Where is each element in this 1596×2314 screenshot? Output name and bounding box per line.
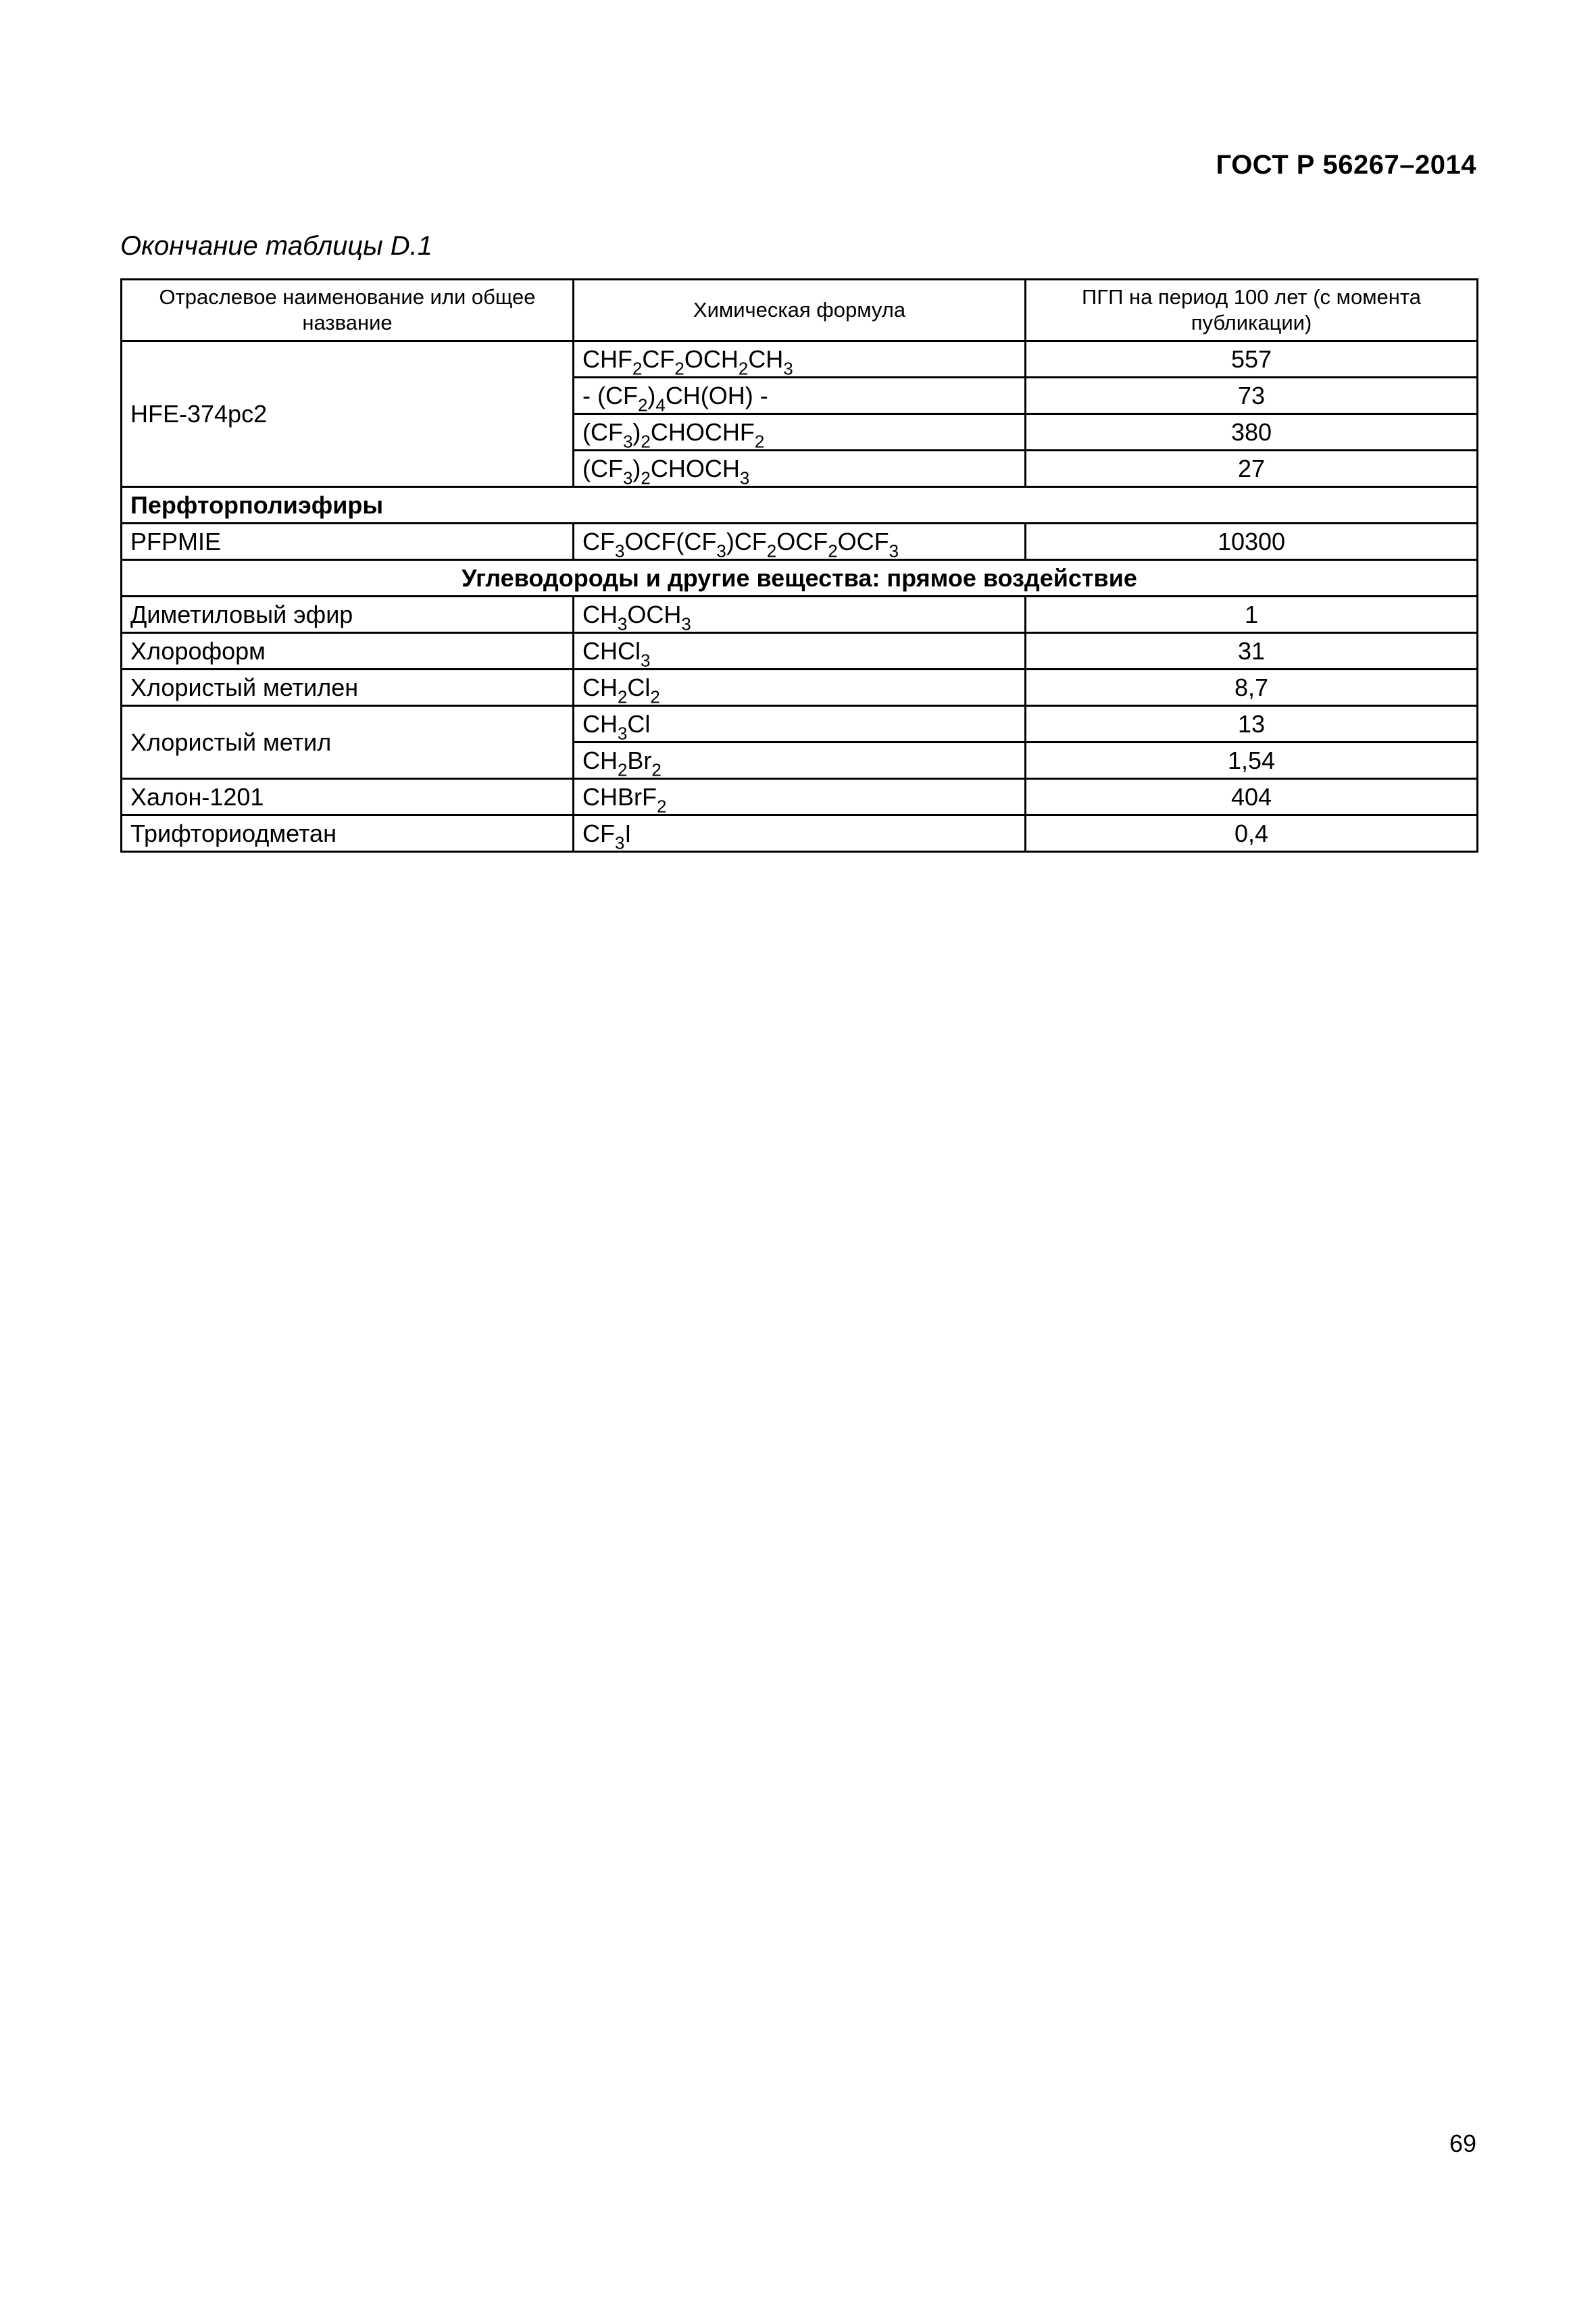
formula-text: Cl xyxy=(627,673,651,701)
formula-text: CH xyxy=(748,345,784,373)
formula-text: ) xyxy=(647,381,656,409)
gwp-value: 31 xyxy=(1026,633,1478,670)
table-header-row xyxy=(122,280,1478,341)
formula-text: (CF xyxy=(582,418,623,446)
formula-text: OCH xyxy=(684,345,739,373)
formula-text: CH(OH) - xyxy=(665,381,768,409)
formula-text: ) xyxy=(632,418,641,446)
formula-subscript: 2 xyxy=(650,687,660,706)
formula-subscript: 3 xyxy=(889,541,899,560)
formula-subscript: 3 xyxy=(783,359,793,378)
formula-subscript: 2 xyxy=(641,432,651,451)
formula-subscript: 3 xyxy=(641,651,651,670)
formula-subscript: 2 xyxy=(637,395,648,414)
formula-subscript: 2 xyxy=(738,359,749,378)
section-title: Углеводороды и другие вещества: прямое воздействие xyxy=(122,560,1478,597)
section-row xyxy=(122,487,1478,524)
column-header-gwp: ПГП на период 100 лет (с момента публикации) xyxy=(1026,280,1478,341)
table-row xyxy=(122,597,1478,633)
gwp-value: 8,7 xyxy=(1026,670,1478,706)
formula-subscript: 2 xyxy=(828,541,838,560)
gwp-value: 1 xyxy=(1026,597,1478,633)
formula-text: OCF(CF xyxy=(624,527,717,555)
chemical-formula xyxy=(574,341,1026,378)
table-row xyxy=(122,633,1478,670)
formula-subscript: 2 xyxy=(651,760,662,779)
formula-subscript: 3 xyxy=(615,541,625,560)
formula-subscript: 3 xyxy=(716,541,726,560)
formula-text: CF xyxy=(642,345,675,373)
substance-name: Хлористый метилен xyxy=(122,670,574,706)
table-row xyxy=(122,670,1478,706)
substance-name: Диметиловый эфир xyxy=(122,597,574,633)
formula-subscript: 2 xyxy=(618,687,628,706)
formula-subscript: 3 xyxy=(618,614,628,633)
column-header-formula: Химическая формула xyxy=(574,280,1026,341)
formula-subscript: 3 xyxy=(622,468,633,487)
formula-subscript: 3 xyxy=(739,468,750,487)
formula-subscript: 2 xyxy=(618,760,628,779)
formula-subscript: 3 xyxy=(622,432,633,451)
column-header-name: Отраслевое наименование или общее название xyxy=(122,280,574,341)
formula-text: OCF xyxy=(776,527,828,555)
formula-text: )CF xyxy=(726,527,767,555)
chemical-formula xyxy=(574,706,1026,743)
formula-text: CF xyxy=(582,527,615,555)
formula-text: CHCl xyxy=(582,636,641,665)
gwp-value: 10300 xyxy=(1026,524,1478,560)
gwp-value: 1,54 xyxy=(1026,743,1478,779)
page-number: 69 xyxy=(1449,2130,1476,2157)
section-row xyxy=(122,560,1478,597)
table-row xyxy=(122,341,1478,378)
gwp-value: 73 xyxy=(1026,378,1478,414)
formula-subscript: 3 xyxy=(681,614,691,633)
formula-text: CHBrF xyxy=(582,782,657,811)
formula-text: Cl xyxy=(627,709,651,738)
substance-name: HFE-374pc2 xyxy=(122,341,574,487)
table-row xyxy=(122,706,1478,743)
chemical-formula xyxy=(574,670,1026,706)
substance-name: PFPMIE xyxy=(122,524,574,560)
formula-subscript: 4 xyxy=(655,395,666,414)
formula-text: CF xyxy=(582,819,615,847)
formula-subscript: 3 xyxy=(615,833,625,852)
formula-subscript: 2 xyxy=(657,797,667,815)
chemical-formula xyxy=(574,524,1026,560)
gwp-value: 13 xyxy=(1026,706,1478,743)
formula-text: (CF xyxy=(582,454,623,482)
chemical-formula xyxy=(574,451,1026,487)
formula-text: Br xyxy=(627,746,652,774)
chemical-formula xyxy=(574,414,1026,451)
gwp-table xyxy=(120,278,1478,853)
gwp-value: 557 xyxy=(1026,341,1478,378)
formula-text: I xyxy=(624,819,632,847)
table-row xyxy=(122,524,1478,560)
section-title: Перфторполиэфиры xyxy=(122,487,1478,524)
chemical-formula xyxy=(574,815,1026,852)
substance-name: Трифториодметан xyxy=(122,815,574,852)
formula-text: CHOCH xyxy=(650,454,740,482)
formula-text: CH xyxy=(582,673,618,701)
formula-text: OCF xyxy=(837,527,889,555)
gwp-value: 0,4 xyxy=(1026,815,1478,852)
gwp-value: 404 xyxy=(1026,779,1478,815)
chemical-formula xyxy=(574,633,1026,670)
formula-subscript: 2 xyxy=(641,468,651,487)
table-row xyxy=(122,815,1478,852)
formula-text: ) xyxy=(632,454,641,482)
formula-text: CH xyxy=(582,746,618,774)
substance-name: Халон-1201 xyxy=(122,779,574,815)
substance-name: Хлористый метил xyxy=(122,706,574,779)
table-caption: Окончание таблицы D.1 xyxy=(120,231,433,261)
chemical-formula xyxy=(574,597,1026,633)
gwp-value: 380 xyxy=(1026,414,1478,451)
formula-text: CH xyxy=(582,600,618,628)
formula-text: - (CF xyxy=(582,381,638,409)
substance-name: Хлороформ xyxy=(122,633,574,670)
formula-subscript: 2 xyxy=(766,541,777,560)
gwp-value: 27 xyxy=(1026,451,1478,487)
chemical-formula xyxy=(574,378,1026,414)
table-row xyxy=(122,779,1478,815)
table-body xyxy=(122,341,1478,852)
formula-subscript: 2 xyxy=(632,359,643,378)
document-code: ГОСТ Р 56267–2014 xyxy=(1216,150,1476,180)
formula-text: CHF xyxy=(582,345,632,373)
formula-subscript: 2 xyxy=(674,359,684,378)
chemical-formula xyxy=(574,743,1026,779)
formula-text: CH xyxy=(582,709,618,738)
formula-subscript: 2 xyxy=(754,432,765,451)
formula-text: CHOCHF xyxy=(650,418,755,446)
formula-subscript: 3 xyxy=(618,724,628,743)
chemical-formula xyxy=(574,779,1026,815)
formula-text: OCH xyxy=(627,600,682,628)
